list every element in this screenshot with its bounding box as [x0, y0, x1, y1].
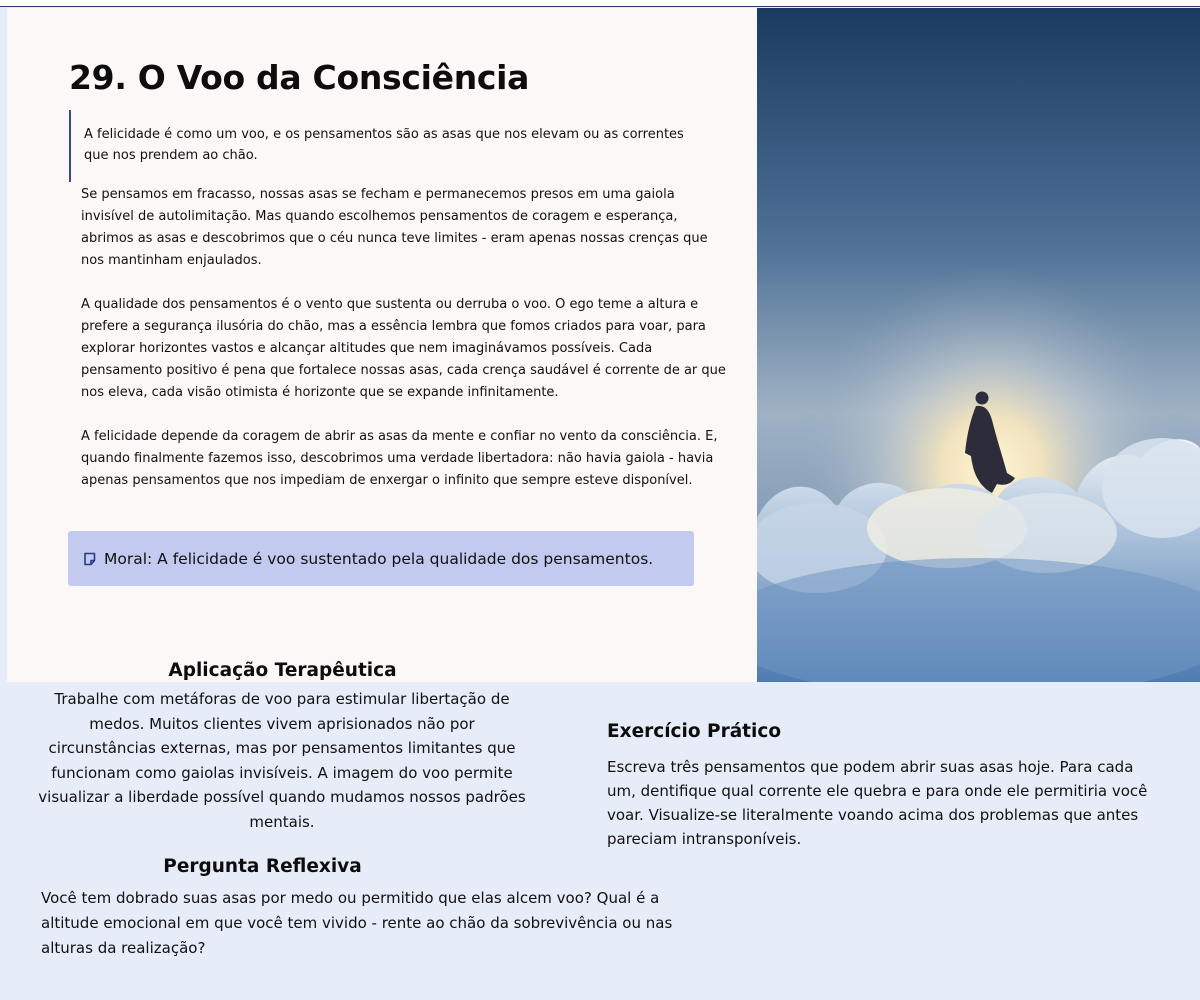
note-icon [82, 551, 98, 567]
therapeutic-title: Aplicação Terapêutica [168, 660, 397, 681]
therapeutic-text: Trabalhe com metáforas de voo para estimular libertação de medos. Muitos clientes vivem aprisionados não por circunstâncias externas, mas por pensamentos limitantes que funcionam como gaiolas invisíveis. A imagem do voo permite visualizar a liberdade possível quando mudamos nossos padrões mentais. [38, 690, 526, 831]
story-card [7, 8, 757, 682]
exercise-text: Escreva três pensamentos que podem abrir suas asas hoje. Para cada um, dentifique qual corrente ele quebra e para onde ele permitiria você voar. Visualize-se literalmente voando acima dos problemas que antes pareciam intransponíveis. [607, 758, 1148, 848]
reflective-title: Pergunta Reflexiva [163, 856, 362, 877]
top-rule [0, 0, 1200, 7]
sky-illustration [757, 8, 1200, 682]
quote-text: A felicidade é como um voo, e os pensamentos são as asas que nos elevam ou as correntes que nos prendem ao chão. [84, 127, 684, 163]
reflective-text: Você tem dobrado suas asas por medo ou permitido que elas alcem voo? Qual é a altitude emocional em que você tem vivido - rente ao chão da sobrevivência ou nas alturas da realização? [41, 889, 673, 957]
exercise-title: Exercício Prático [607, 721, 782, 742]
opening-quote [69, 110, 724, 182]
moral-box [68, 531, 694, 586]
hero-image [757, 8, 1200, 682]
paragraph-2: A qualidade dos pensamentos é o vento que sustenta ou derruba o voo. O ego teme a altura e prefere a segurança ilusória do chão, mas a essência lembra que fomos criados para voar, para explorar horizontes vastos e alcançar altitudes que nem imaginávamos possíveis. Cada pensamento positivo é pena que fortalece nossas asas, cada crença saudável é corrente de ar que nos eleva, cada visão otimista é horizonte que se expande infinitamente. [81, 297, 726, 400]
paragraph-3: A felicidade depende da coragem de abrir as asas da mente e confiar no vento da consciência. E, quando finalmente fazemos isso, descobrimos uma verdade libertadora: não havia gaiola - havia apenas pensamentos que nos impediam de enxergar o infinito que sempre esteve disponível. [81, 429, 718, 488]
moral-text: Moral: A felicidade é voo sustentado pela qualidade dos pensamentos. [104, 549, 654, 568]
page-title: 29. O Voo da Consciência [69, 58, 530, 97]
paragraph-1: Se pensamos em fracasso, nossas asas se fecham e permanecemos presos em uma gaiola invisível de autolimitação. Mas quando escolhemos pensamentos de coragem e esperança, abrimos as asas e descobrimos que o céu nunca teve limites - eram apenas nossas crenças que nos mantinham enjaulados. [81, 187, 708, 268]
story-body [81, 184, 731, 514]
